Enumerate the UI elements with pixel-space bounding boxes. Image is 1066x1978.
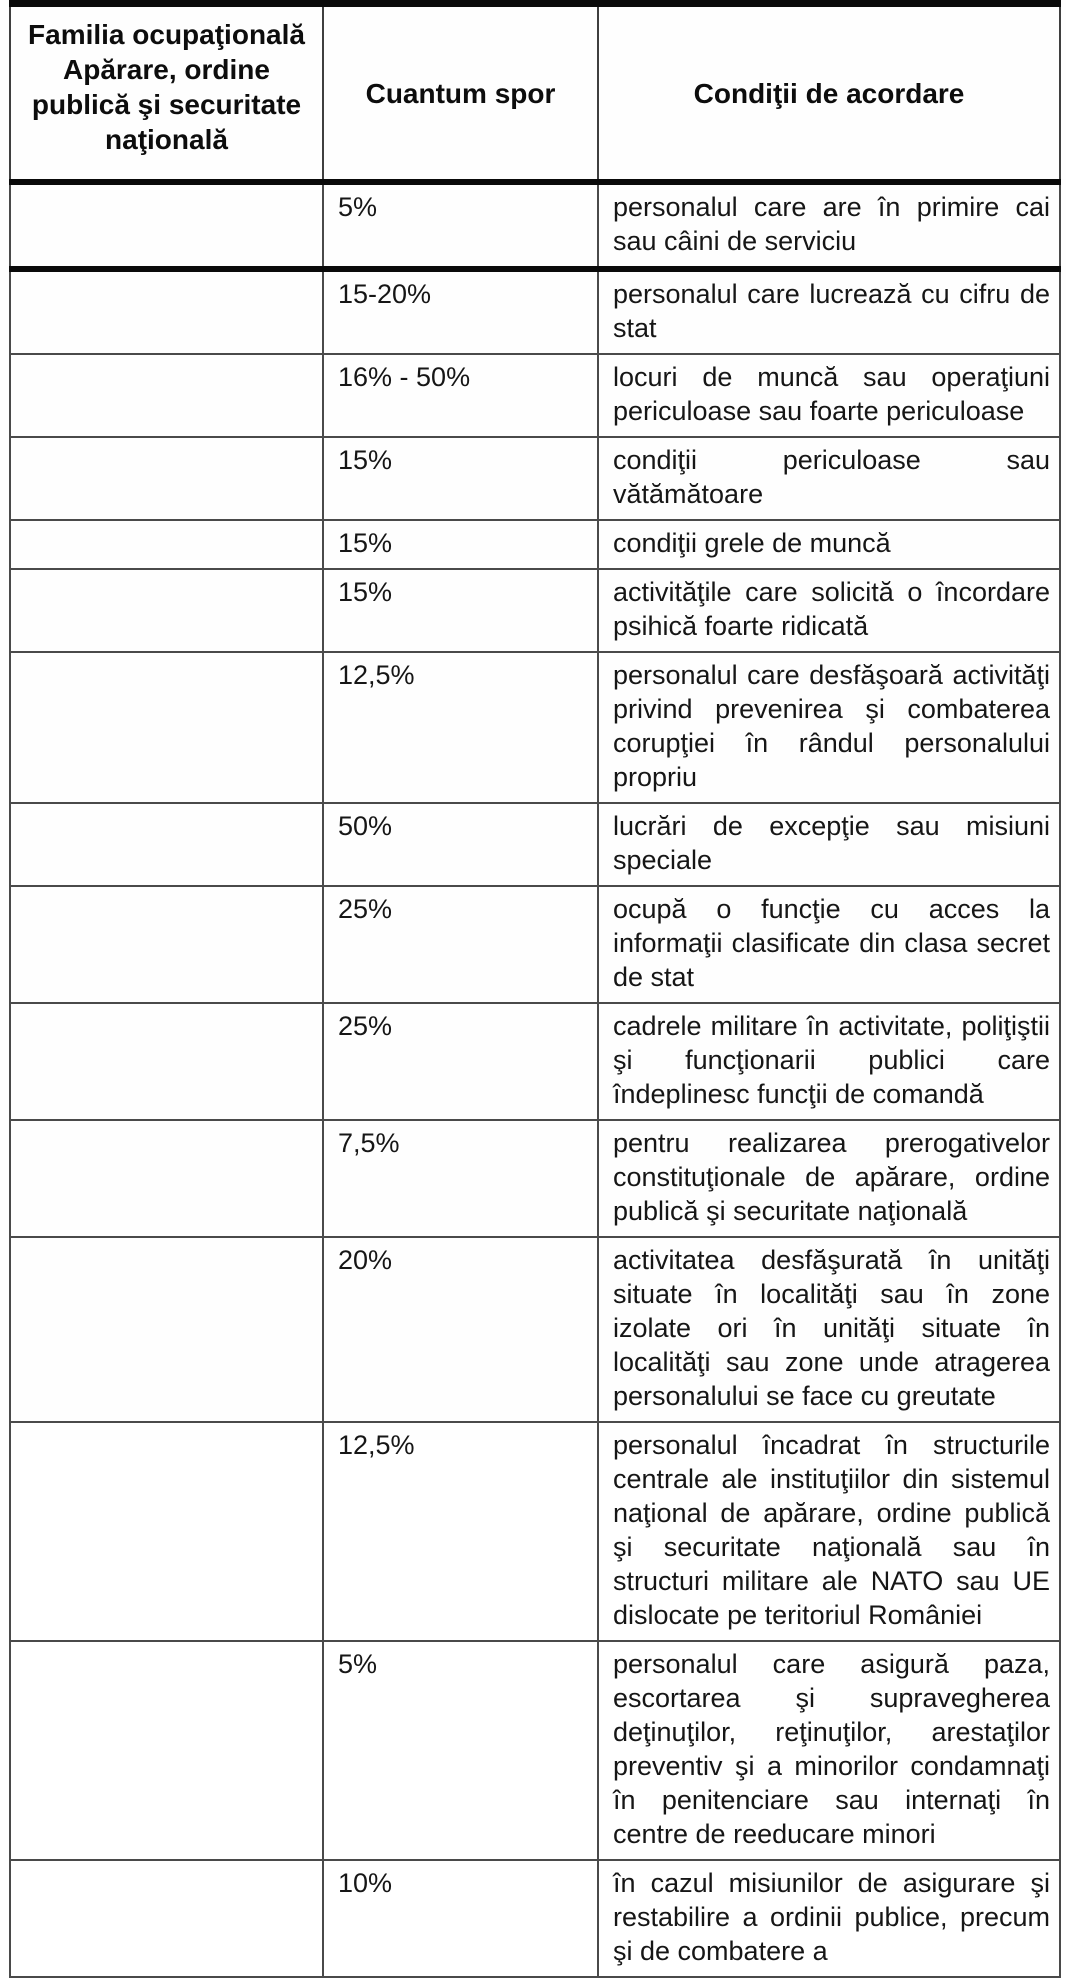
header-familia-ocupationala: Familia ocupaţională Apărare, ordine publică şi securitate naţională	[10, 4, 323, 183]
cell-cuantum-spor: 12,5%	[323, 652, 598, 803]
table-row	[10, 652, 1060, 803]
table-row	[10, 1422, 1060, 1641]
cell-conditii: lucrări de excepţie sau misiuni speciale	[598, 803, 1060, 886]
cell-familia	[10, 437, 323, 520]
table-body	[10, 182, 1060, 1977]
cell-cuantum-spor: 12,5%	[323, 1422, 598, 1641]
cell-conditii: cadrele militare în activitate, poliţiştii şi funcţionarii publici care îndeplinesc funcţii de comandă	[598, 1003, 1060, 1120]
table-header	[10, 4, 1060, 183]
table-row	[10, 803, 1060, 886]
cell-cuantum-spor: 25%	[323, 1003, 598, 1120]
table-row	[10, 1237, 1060, 1422]
cell-conditii: personalul încadrat în structurile centrale ale instituţiilor din sistemul naţional de apărare, ordine publică şi securitate naţională sau în structuri militare ale NATO sau UE dislocate pe teritoriul României	[598, 1422, 1060, 1641]
cell-conditii: personalul care asigură paza, escortarea şi supravegherea deţinuţilor, reţinuţilor, arestaţilor preventiv şi a minorilor condamnaţi în penitenciare sau internaţi în centre de reeducare minori	[598, 1641, 1060, 1860]
table-row	[10, 886, 1060, 1003]
cell-cuantum-spor: 15%	[323, 520, 598, 569]
cell-conditii: pentru realizarea prerogativelor constituţionale de apărare, ordine publică şi securitate naţională	[598, 1120, 1060, 1237]
table-row	[10, 1120, 1060, 1237]
cell-cuantum-spor: 10%	[323, 1860, 598, 1977]
table-row	[10, 269, 1060, 354]
table-row	[10, 1860, 1060, 1977]
cell-familia	[10, 520, 323, 569]
cell-cuantum-spor: 20%	[323, 1237, 598, 1422]
cell-familia	[10, 1120, 323, 1237]
cell-familia	[10, 182, 323, 269]
cell-cuantum-spor: 5%	[323, 182, 598, 269]
header-cuantum-spor: Cuantum spor	[323, 4, 598, 183]
table-row	[10, 520, 1060, 569]
cell-familia	[10, 886, 323, 1003]
cell-cuantum-spor: 7,5%	[323, 1120, 598, 1237]
table-row	[10, 569, 1060, 652]
cell-familia	[10, 354, 323, 437]
cell-familia	[10, 1641, 323, 1860]
table-row	[10, 437, 1060, 520]
cell-conditii: condiţii grele de muncă	[598, 520, 1060, 569]
cell-cuantum-spor: 15-20%	[323, 269, 598, 354]
cell-conditii: condiţii periculoase sau vătămătoare	[598, 437, 1060, 520]
cell-familia	[10, 1422, 323, 1641]
table-row	[10, 182, 1060, 269]
cell-cuantum-spor: 15%	[323, 437, 598, 520]
table-row	[10, 1641, 1060, 1860]
spor-conditions-table	[9, 0, 1061, 1978]
cell-conditii: activităţile care solicită o încordare psihică foarte ridicată	[598, 569, 1060, 652]
cell-familia	[10, 803, 323, 886]
cell-conditii: în cazul misiunilor de asigurare şi restabilire a ordinii publice, precum şi de combatere a	[598, 1860, 1060, 1977]
cell-familia	[10, 569, 323, 652]
cell-familia	[10, 269, 323, 354]
cell-conditii: personalul care lucrează cu cifru de stat	[598, 269, 1060, 354]
cell-familia	[10, 1003, 323, 1120]
cell-cuantum-spor: 50%	[323, 803, 598, 886]
cell-cuantum-spor: 25%	[323, 886, 598, 1003]
cell-conditii: personalul care are în primire cai sau câini de serviciu	[598, 182, 1060, 269]
header-row	[10, 4, 1060, 183]
cell-familia	[10, 652, 323, 803]
cell-conditii: personalul care desfăşoară activităţi privind prevenirea şi combaterea corupţiei în rândul personalului propriu	[598, 652, 1060, 803]
table-row	[10, 354, 1060, 437]
cell-cuantum-spor: 16% - 50%	[323, 354, 598, 437]
cell-cuantum-spor: 5%	[323, 1641, 598, 1860]
cell-familia	[10, 1237, 323, 1422]
cell-familia	[10, 1860, 323, 1977]
cell-conditii: ocupă o funcţie cu acces la informaţii clasificate din clasa secret de stat	[598, 886, 1060, 1003]
cell-conditii: activitatea desfăşurată în unităţi situate în localităţi sau în zone izolate ori în unităţi situate în localităţi sau zone unde atragerea personalului se face cu greutate	[598, 1237, 1060, 1422]
table-row	[10, 1003, 1060, 1120]
header-conditii-acordare: Condiţii de acordare	[598, 4, 1060, 183]
cell-cuantum-spor: 15%	[323, 569, 598, 652]
cell-conditii: locuri de muncă sau operaţiuni periculoase sau foarte periculoase	[598, 354, 1060, 437]
